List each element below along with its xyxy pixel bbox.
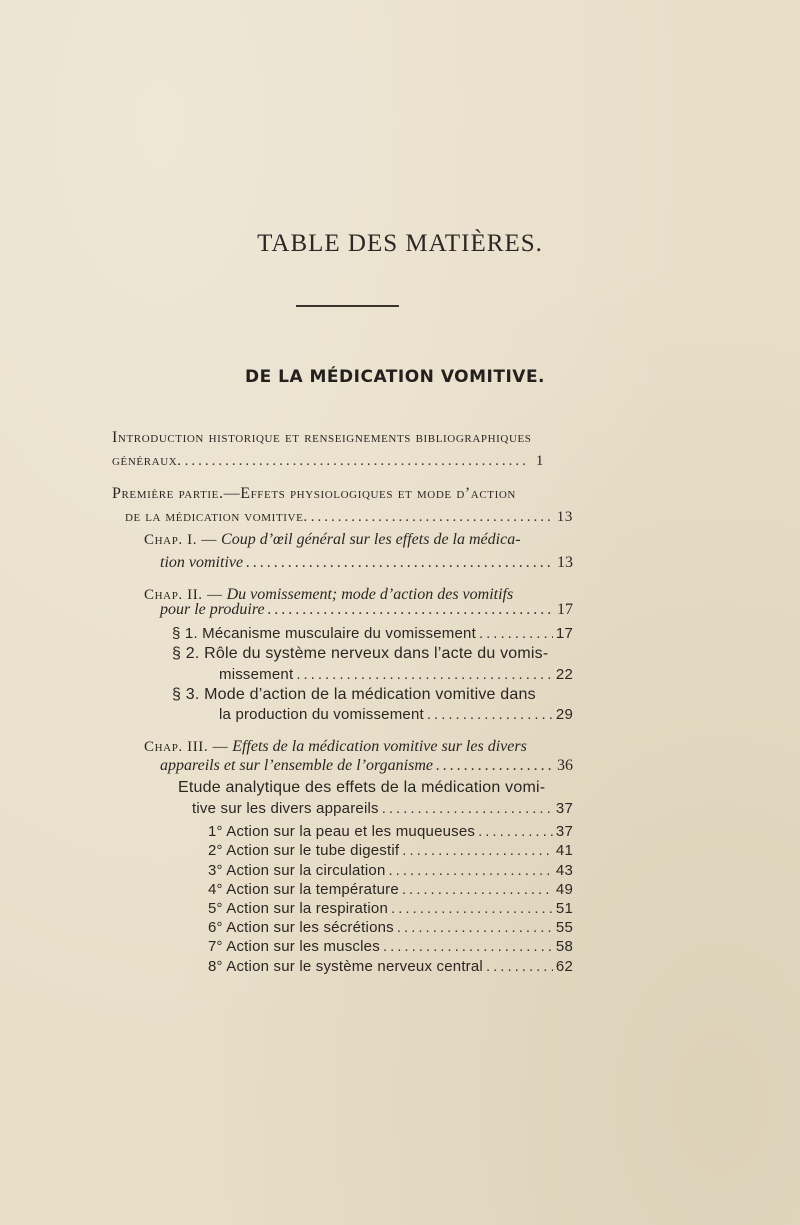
toc-part1-line2	[125, 507, 573, 527]
toc-action-7	[208, 937, 573, 957]
toc-intro-text: généraux.	[112, 453, 182, 469]
toc-part1-page: 13	[556, 509, 573, 525]
toc-action-2-text: 2° Action sur le tube digestif	[208, 842, 400, 859]
toc-ch2-title: Du vomissement; mode d’action des vomitifs	[226, 586, 514, 603]
toc-action-4-page: 49	[555, 881, 573, 898]
toc-intro-line1: Introduction historique et renseignements bibliographiques	[112, 429, 532, 446]
toc-action-6-page: 55	[555, 919, 573, 936]
toc-action-4-text: 4° Action sur la température	[208, 881, 399, 898]
toc-intro-line2	[112, 451, 544, 471]
toc-ch2-page: 17	[557, 601, 573, 618]
toc-ch3-label: Chap. III. —	[144, 739, 229, 755]
toc-ch2-label: Chap. II. —	[144, 587, 223, 603]
dot-leader	[391, 899, 553, 919]
toc-ch1-text: tion vomitive	[160, 554, 244, 571]
toc-action-2	[208, 841, 573, 861]
dot-leader	[389, 861, 553, 881]
toc-ch1-label: Chap. I. —	[144, 532, 218, 548]
toc-action-4	[208, 880, 573, 900]
dot-leader	[397, 918, 553, 938]
toc-action-1	[208, 822, 573, 842]
dot-leader	[311, 507, 554, 527]
dot-leader	[479, 624, 553, 644]
toc-action-7-text: 7° Action sur les muscles	[208, 938, 380, 955]
toc-action-5-page: 51	[555, 900, 573, 917]
toc-ch2-line2	[160, 600, 573, 620]
toc-action-3	[208, 861, 573, 881]
dot-leader	[382, 799, 553, 819]
toc-action-8-page: 62	[555, 958, 573, 975]
toc-s2-text: missement	[219, 666, 294, 683]
toc-ch1-line1	[144, 530, 521, 550]
toc-s3-text: la production du vomissement	[219, 706, 424, 723]
toc-action-3-page: 43	[555, 862, 573, 879]
dot-leader	[478, 822, 553, 842]
toc-ch3-page: 36	[557, 757, 573, 774]
toc-s1	[172, 624, 573, 644]
dot-leader	[268, 600, 554, 620]
toc-action-2-page: 41	[555, 842, 573, 859]
toc-action-6-text: 6° Action sur les sécrétions	[208, 919, 394, 936]
toc-s1-page: 17	[555, 625, 573, 642]
toc-s2-line2	[219, 665, 573, 685]
toc-ch1-page: 13	[557, 554, 573, 571]
toc-ch3-text: appareils et sur l’ensemble de l’organisme	[160, 757, 433, 774]
toc-ch3-title: Effets de la médication vomitive sur les divers	[232, 738, 527, 755]
toc-action-8-text: 8° Action sur le système nerveux central	[208, 958, 483, 975]
toc-ch2-text: pour le produire	[160, 601, 265, 618]
toc-etude-line2	[192, 799, 573, 819]
toc-action-5-text: 5° Action sur la respiration	[208, 900, 389, 917]
toc-etude-line1: Etude analytique des effets de la médication vomi-	[178, 779, 546, 796]
toc-intro-page: 1	[535, 453, 544, 469]
toc-action-8	[208, 957, 573, 977]
dot-leader	[383, 937, 553, 957]
toc-s1-text: § 1. Mécanisme musculaire du vomissement	[172, 625, 476, 642]
toc-ch3-line1	[144, 737, 527, 757]
dot-leader	[185, 451, 527, 471]
toc-etude-page: 37	[555, 800, 573, 817]
toc-ch1-title: Coup d’œil général sur les effets de la médica-	[221, 531, 521, 548]
toc-action-3-text: 3° Action sur la circulation	[208, 862, 386, 879]
dot-leader	[402, 880, 553, 900]
toc-s3-line2	[219, 705, 573, 725]
toc-s2-page: 22	[555, 666, 573, 683]
toc-action-1-text: 1° Action sur la peau et les muqueuses	[208, 823, 476, 840]
toc-s3-page: 29	[555, 706, 573, 723]
dot-leader	[436, 756, 554, 776]
dot-leader	[427, 705, 553, 725]
toc-s2-line1: § 2. Rôle du système nerveux dans l’acte du vomis-	[172, 645, 549, 662]
toc-action-6	[208, 918, 573, 938]
toc-part1-line1: Première partie.—Effets physiologiques et mode d’action	[112, 485, 516, 502]
title-rule	[296, 305, 399, 307]
dot-leader	[486, 957, 553, 977]
toc-ch1-line2	[160, 553, 573, 573]
dot-leader	[402, 841, 553, 861]
dot-leader	[246, 553, 554, 573]
toc-etude-text: tive sur les divers appareils	[192, 800, 379, 817]
toc-s3-line1: § 3. Mode d’action de la médication vomitive dans	[172, 686, 536, 703]
section-heading: DE LA MÉDICATION VOMITIVE.	[244, 367, 546, 387]
toc-action-1-page: 37	[555, 823, 573, 840]
page-title: TABLE DES MATIÈRES.	[257, 230, 543, 257]
toc-ch3-line2	[160, 756, 573, 776]
dot-leader	[296, 665, 553, 685]
toc-action-5	[208, 899, 573, 919]
toc-part1-text: de la médication vomitive.	[125, 509, 308, 525]
toc-action-7-page: 58	[555, 938, 573, 955]
